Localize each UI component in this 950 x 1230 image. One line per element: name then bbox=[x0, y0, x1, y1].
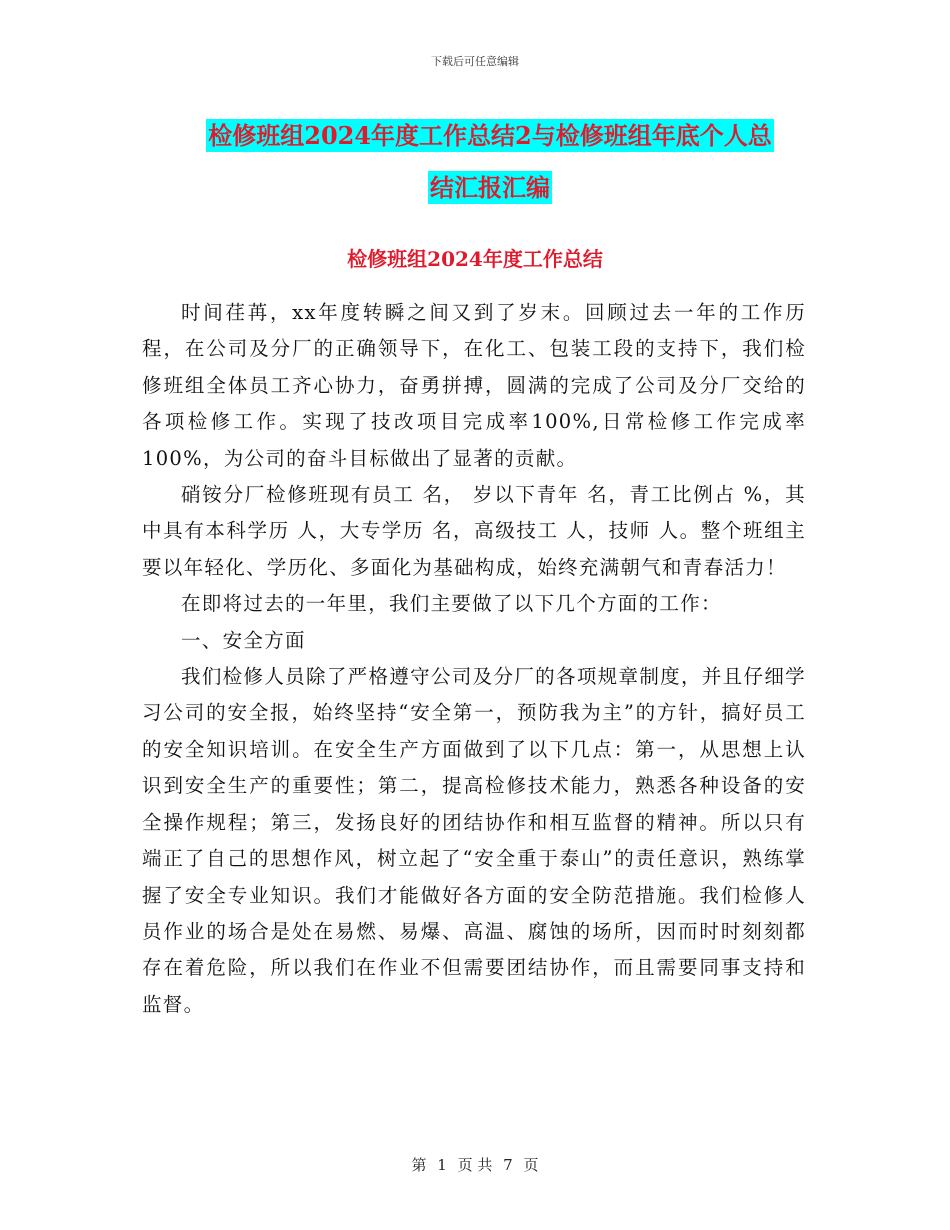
footer-middle: 页 共 bbox=[457, 1156, 493, 1174]
section-title: 检修班组2024年度工作总结 bbox=[347, 247, 603, 271]
paragraph-intro: 时间荏苒，xx年度转瞬之间又到了岁末。回顾过去一年的工作历程，在公司及分厂的正确领导下，在化工、包装工段的支持下，我们检修班组全体员工齐心协力，奋勇拼搏，圆满的完成了公司及分厂交给的各项检修工作。实现了技改项目完成率100%,日常检修工作完成率100%，为公司的奋斗目标做出了显著的贡献。 bbox=[142, 301, 806, 470]
document-title-line-1: 检修班组2024年度工作总结2与检修班组年底个人总 bbox=[208, 121, 772, 150]
document-title bbox=[140, 110, 840, 214]
document-title-line-2: 结汇报汇编 bbox=[430, 173, 550, 202]
download-note: 下载后可任意编辑 bbox=[431, 55, 519, 68]
footer-suffix: 页 bbox=[523, 1156, 539, 1174]
paragraph-work-overview: 在即将过去的一年里，我们主要做了以下几个方面的工作： bbox=[181, 592, 722, 616]
paragraph-safety: 我们检修人员除了严格遵守公司及分厂的各项规章制度，并且仔细学习公司的安全报，始终坚持“安全第一，预防我为主”的方针，搞好员工的安全知识培训。在安全生产方面做到了以下几点：第一，从思想上认识到安全生产的重要性；第二，提高检修技术能力，熟悉各种设备的安全操作规程；第三，发扬良好的团结协作和相互监督的精神。所以只有端正了自己的思想作风，树立起了“安全重于泰山”的责任意识，熟练掌握了安全专业知识。我们才能做好各方面的安全防范措施。我们检修人员作业的场合是处在易燃、易爆、高温、腐蚀的场所，因而时时刻刻都存在着危险，所以我们在作业不但需要团结协作，而且需要同事支持和监督。 bbox=[142, 665, 806, 1016]
footer-page-number: 1 bbox=[437, 1156, 447, 1174]
heading-safety: 一、安全方面 bbox=[181, 628, 306, 652]
body-text bbox=[142, 295, 806, 1023]
footer-prefix: 第 bbox=[411, 1156, 427, 1174]
footer-total-pages: 7 bbox=[503, 1156, 513, 1174]
paragraph-staff: 硝铵分厂检修班现有员工 名， 岁以下青年 名，青工比例占 %，其中具有本科学历 人，大专学历 名，高级技工 人，技师 人。整个班组主要以年轻化、学历化、多面化为基础构成，始终充满朝气和青春活力！ bbox=[142, 483, 806, 579]
page-footer bbox=[0, 1154, 950, 1175]
